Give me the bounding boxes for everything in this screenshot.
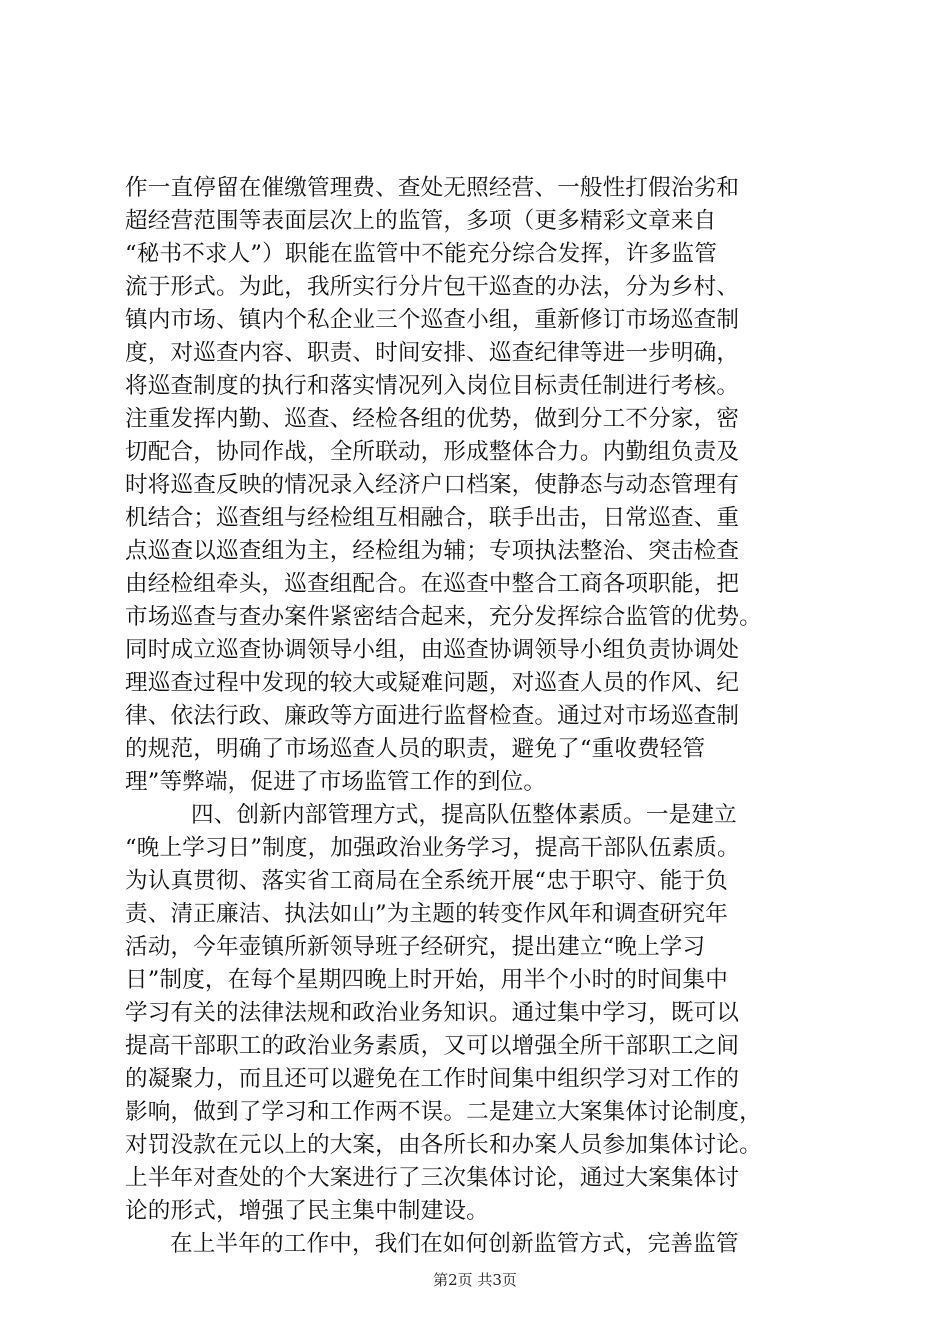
text-line: 将巡查制度的执行和落实情况列入岗位目标责任制进行考核。 [125,373,740,399]
text-line: 律、依法行政、廉政等方面进行监督检查。通过对市场巡查制 [125,703,740,729]
text-line: 为认真贯彻、落实省工商局在全系统开展“忠于职守、能于负 [125,868,729,894]
text-line: 学习有关的法律法规和政治业务知识。通过集中学习，既可以 [125,1000,740,1026]
text-line: 同时成立巡查协调领导小组，由巡查协调领导小组负责协调处 [125,637,740,663]
body-text [125,172,837,1261]
text-line: 注重发挥内勤、巡查、经检各组的优势，做到分工不分家，密 [125,406,740,432]
text-line: 切配合，协同作战，全所联动，形成整体合力。内勤组负责及 [125,439,740,465]
section-heading-line: 四、创新内部管理方式，提高队伍整体素质。一是建立 [191,802,737,828]
text-line: 责、清正廉洁、执法如山”为主题的转变作风年和调查研究年 [125,901,729,927]
text-line: 机结合；巡查组与经检组互相融合，联手出击，日常巡查、重 [125,505,740,531]
text-line: 市场巡查与查办案件紧密结合起来，充分发挥综合监管的优势。 [125,604,762,630]
text-line: 对罚没款在元以上的大案，由各所长和办案人员参加集体讨论。 [125,1132,762,1158]
text-line: 点巡查以巡查组为主，经检组为辅；专项执法整治、突击检查 [125,538,740,564]
text-line: 时将巡查反映的情况录入经济户口档案，使静态与动态管理有 [125,472,740,498]
text-line: 理”等弊端，促进了市场监管工作的到位。 [125,769,547,795]
text-line: 超经营范围等表面层次上的监管，多项（更多精彩文章来自 [125,208,717,234]
page-number: 第2页 共3页 [433,1271,517,1289]
text-line: 日”制度，在每个星期四晚上时开始，用半个小时的时间集中 [125,967,729,993]
text-line: 度，对巡查内容、职责、时间安排、巡查纪律等进一步明确， [125,340,740,366]
text-line: 上半年对查处的个大案进行了三次集体讨论，通过大案集体讨 [125,1165,740,1191]
text-line: 理巡查过程中发现的较大或疑难问题，对巡查人员的作风、纪 [125,670,740,696]
text-line: 由经检组牵头，巡查组配合。在巡查中整合工商各项职能，把 [125,571,740,597]
paragraph-first-line: 在上半年的工作中，我们在如何创新监管方式，完善监管 [170,1231,739,1257]
text-line: 镇内市场、镇内个私企业三个巡查小组，重新修订市场巡查制 [125,307,740,333]
text-line: 作一直停留在催缴管理费、查处无照经营、一般性打假治劣和 [125,175,740,201]
text-line: 影响，做到了学习和工作两不误。二是建立大案集体讨论制度， [125,1099,762,1125]
text-line: 的规范，明确了市场巡查人员的职责，避免了“重收费轻管 [125,736,706,762]
page-footer [0,1270,950,1290]
text-line: 提高干部职工的政治业务素质，又可以增强全所干部职工之间 [125,1033,740,1059]
text-line: 流于形式。为此，我所实行分片包干巡查的办法，分为乡村、 [125,274,740,300]
text-line: 的凝聚力，而且还可以避免在工作时间集中组织学习对工作的 [125,1066,740,1092]
text-line: “晚上学习日”制度，加强政治业务学习，提高干部队伍素质。 [125,835,740,861]
text-line: 活动，今年壶镇所新领导班子经研究，提出建立“晚上学习 [125,934,706,960]
text-line: 论的形式，增强了民主集中制建设。 [125,1198,489,1224]
text-line: “秘书不求人”）职能在监管中不能充分综合发挥，许多监管 [125,241,717,267]
